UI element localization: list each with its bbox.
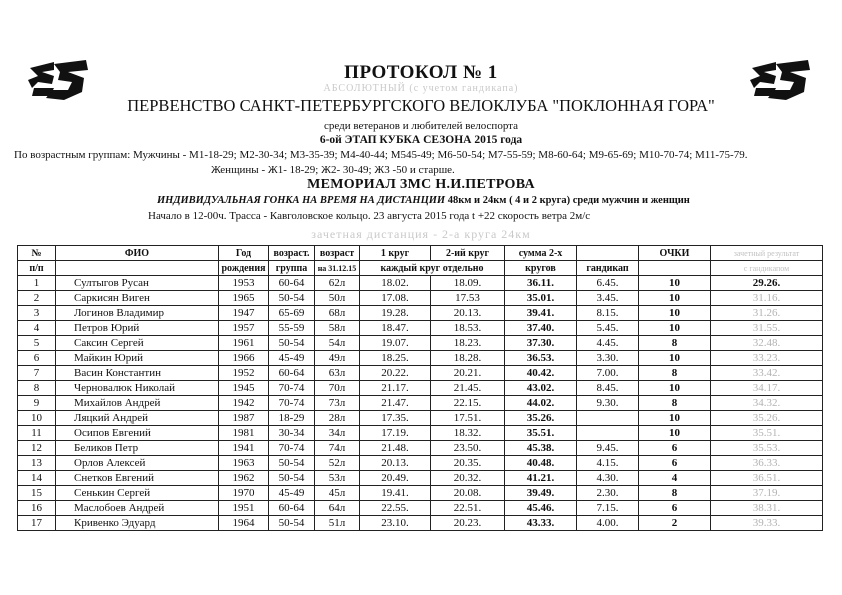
cell-result: 38.31. [711,501,823,516]
results-table [17,245,823,531]
cell-handicap: 8.45. [577,381,639,396]
cell-handicap: 8.15. [577,306,639,321]
cell-age: 68л [315,306,360,321]
cell-group: 60-64 [269,366,315,381]
cell-year: 1957 [219,321,269,336]
cell-group: 30-34 [269,426,315,441]
cell-name: Майкин Юрий [56,351,219,366]
cell-year: 1964 [219,516,269,531]
cell-result: 35.53. [711,441,823,456]
header-points: ОЧКИ [639,246,711,261]
cell-points: 10 [639,291,711,306]
cell-name: Осипов Евгений [56,426,219,441]
cell-result: 36.51. [711,471,823,486]
cell-lap2: 20.35. [431,456,505,471]
cell-year: 1953 [219,276,269,291]
cell-result: 29.26. [711,276,823,291]
header-age-2: на 31.12.15 [315,261,360,276]
cell-age: 58л [315,321,360,336]
cell-sum: 43.02. [505,381,577,396]
table-row [18,381,823,396]
cell-name: Маслобоев Андрей [56,501,219,516]
race-description [157,195,690,206]
cell-age: 64л [315,501,360,516]
header-name-2 [56,261,219,276]
race-type: ИНДИВИДУАЛЬНАЯ ГОНКА НА ВРЕМЯ НА ДИСТАНЦИИ [157,195,446,206]
cell-age: 74л [315,441,360,456]
cell-group: 50-54 [269,456,315,471]
cell-name: Петров Юрий [56,321,219,336]
cell-handicap: 4.45. [577,336,639,351]
header-handicap: гандикап [577,261,639,276]
table-row [18,411,823,426]
table-header-row-1 [18,246,823,261]
header-year-2: рождения [219,261,269,276]
cell-lap2: 20.08. [431,486,505,501]
cell-points: 10 [639,381,711,396]
memorial-title: МЕМОРИАЛ ЗМС Н.И.ПЕТРОВА [307,177,535,192]
header-lap2: 2-ий круг [431,246,505,261]
cell-num: 10 [18,411,56,426]
cell-lap1: 18.47. [360,321,431,336]
cell-sum: 40.42. [505,366,577,381]
cell-result: 34.32. [711,396,823,411]
cell-num: 6 [18,351,56,366]
cell-lap1: 19.28. [360,306,431,321]
cell-handicap: 3.45. [577,291,639,306]
cell-lap1: 20.49. [360,471,431,486]
header-num: № [18,246,56,261]
cell-name: Беликов Петр [56,441,219,456]
faint-subtitle: АБСОЛЮТНЫЙ (с учетом гандикапа) [323,83,519,94]
table-header-row-2 [18,261,823,276]
participants-subtitle: среди ветеранов и любителей велоспорта [323,120,518,132]
cell-age: 63л [315,366,360,381]
cell-age: 50л [315,291,360,306]
cell-lap2: 21.45. [431,381,505,396]
table-row [18,456,823,471]
cell-year: 1941 [219,441,269,456]
cell-year: 1962 [219,471,269,486]
header-sum: сумма 2-х [505,246,577,261]
cell-result: 37.19. [711,486,823,501]
header-year: Год [219,246,269,261]
header-sum-2: кругов [505,261,577,276]
cell-result: 31.55. [711,321,823,336]
cell-num: 3 [18,306,56,321]
cell-num: 14 [18,471,56,486]
cell-sum: 39.49. [505,486,577,501]
cell-handicap: 4.30. [577,471,639,486]
cell-handicap: 7.15. [577,501,639,516]
table-row [18,321,823,336]
cell-result: 33.42. [711,366,823,381]
cell-points: 6 [639,456,711,471]
header-age: возраст [315,246,360,261]
cell-points: 10 [639,351,711,366]
cell-age: 49л [315,351,360,366]
cell-name: Султыгов Русан [56,276,219,291]
cell-points: 6 [639,441,711,456]
cell-handicap [577,426,639,441]
cell-result: 31.16. [711,291,823,306]
cell-lap2: 20.32. [431,471,505,486]
start-info: Начало в 12-00ч. Трасса - Кавголовское кольцо. 23 августа 2015 года t +22 скорость ветра 2м/с [148,210,591,222]
cell-num: 15 [18,486,56,501]
cell-points: 8 [639,366,711,381]
cell-sum: 35.26. [505,411,577,426]
cell-lap2: 20.13. [431,306,505,321]
cell-year: 1965 [219,291,269,306]
header-result: зачетный результат [711,246,823,261]
cell-lap2: 18.28. [431,351,505,366]
cell-name: Васин Константин [56,366,219,381]
cell-lap1: 18.25. [360,351,431,366]
cell-age: 54л [315,336,360,351]
cell-result: 39.33. [711,516,823,531]
cell-group: 70-74 [269,381,315,396]
cell-age: 70л [315,381,360,396]
cell-result: 36.33. [711,456,823,471]
cell-sum: 43.33. [505,516,577,531]
cell-sum: 41.21. [505,471,577,486]
cell-age: 53л [315,471,360,486]
cell-lap2: 18.32. [431,426,505,441]
age-groups-men: По возрастным группам: Мужчины - М1-18-29; М2-30-34; М3-35-39; М4-40-44; М545-49; М6-50-54; М7-55-59; М8-60-64; М9-65-69; М10-70-74; М11-75-79. [14,149,748,161]
header-group-2: группа [269,261,315,276]
cell-lap1: 17.19. [360,426,431,441]
cell-result: 31.26. [711,306,823,321]
cell-age: 45л [315,486,360,501]
cell-age: 28л [315,411,360,426]
cell-num: 7 [18,366,56,381]
cell-lap2: 17.53 [431,291,505,306]
cell-handicap: 3.30. [577,351,639,366]
cell-num: 5 [18,336,56,351]
cell-lap1: 19.07. [360,336,431,351]
cell-sum: 40.48. [505,456,577,471]
cell-sum: 39.41. [505,306,577,321]
cell-handicap [577,411,639,426]
table-row [18,276,823,291]
cell-name: Орлов Алексей [56,456,219,471]
cell-lap1: 21.47. [360,396,431,411]
table-row [18,441,823,456]
cell-points: 8 [639,486,711,501]
scoring-distance-note: зачетная дистанция - 2-а круга 24км [311,227,531,241]
cell-group: 45-49 [269,486,315,501]
cell-name: Саксин Сергей [56,336,219,351]
cell-year: 1981 [219,426,269,441]
organization-title: ПЕРВЕНСТВО САНКТ-ПЕТЕРБУРГСКОГО ВЕЛОКЛУБА "ПОКЛОННАЯ ГОРА" [127,96,715,115]
document-title: ПРОТОКОЛ № 1 [344,62,498,83]
cell-lap1: 17.08. [360,291,431,306]
cell-lap1: 22.55. [360,501,431,516]
cell-points: 10 [639,426,711,441]
cell-year: 1947 [219,306,269,321]
header-handicap-top [577,246,639,261]
cell-handicap: 6.45. [577,276,639,291]
cell-lap2: 22.51. [431,501,505,516]
header-name: ФИО [56,246,219,261]
cell-num: 13 [18,456,56,471]
cell-points: 6 [639,501,711,516]
cell-group: 65-69 [269,306,315,321]
cell-group: 55-59 [269,321,315,336]
cell-name: Снетков Евгений [56,471,219,486]
cell-lap1: 19.41. [360,486,431,501]
cell-lap2: 20.21. [431,366,505,381]
cell-group: 50-54 [269,291,315,306]
cell-group: 70-74 [269,396,315,411]
stage-title: 6-ой ЭТАП КУБКА СЕЗОНА 2015 года [319,134,523,146]
cell-handicap: 9.30. [577,396,639,411]
race-participants: среди мужчин и женщин [572,195,690,206]
cell-group: 18-29 [269,411,315,426]
cell-handicap: 4.15. [577,456,639,471]
cell-handicap: 7.00. [577,366,639,381]
cell-result: 33.23. [711,351,823,366]
table-row [18,501,823,516]
header-lap1: 1 круг [360,246,431,261]
cell-name: Сенькин Сергей [56,486,219,501]
cell-handicap: 9.45. [577,441,639,456]
table-row [18,486,823,501]
cell-year: 1945 [219,381,269,396]
cell-group: 50-54 [269,336,315,351]
cell-name: Кривенко Эдуард [56,516,219,531]
cell-points: 10 [639,321,711,336]
table-row [18,306,823,321]
cell-name: Саркисян Виген [56,291,219,306]
cell-handicap: 4.00. [577,516,639,531]
cell-points: 10 [639,306,711,321]
age-groups-women: Женщины - Ж1- 18-29; Ж2- 30-49; Ж3 -50 и старше. [211,164,455,176]
table-row [18,396,823,411]
cell-group: 50-54 [269,516,315,531]
cell-year: 1966 [219,351,269,366]
cell-age: 51л [315,516,360,531]
cell-year: 1963 [219,456,269,471]
cell-lap2: 22.15. [431,396,505,411]
cell-lap1: 17.35. [360,411,431,426]
cell-num: 2 [18,291,56,306]
cell-sum: 45.46. [505,501,577,516]
cell-age: 52л [315,456,360,471]
cell-sum: 35.51. [505,426,577,441]
cell-lap1: 23.10. [360,516,431,531]
cell-handicap: 2.30. [577,486,639,501]
cell-lap2: 17.51. [431,411,505,426]
cell-year: 1952 [219,366,269,381]
header-points-2 [639,261,711,276]
cell-result: 32.48. [711,336,823,351]
cell-name: Логинов Владимир [56,306,219,321]
table-row [18,291,823,306]
table-row [18,426,823,441]
cell-group: 50-54 [269,471,315,486]
cell-points: 2 [639,516,711,531]
cell-sum: 35.01. [505,291,577,306]
cell-sum: 36.11. [505,276,577,291]
cell-num: 4 [18,321,56,336]
cell-points: 10 [639,276,711,291]
cell-lap1: 20.13. [360,456,431,471]
cell-age: 34л [315,426,360,441]
cell-group: 45-49 [269,351,315,366]
cell-lap1: 21.48. [360,441,431,456]
cell-points: 4 [639,471,711,486]
race-distance: 48км и 24км ( 4 и 2 круга) [447,195,571,206]
table-row [18,471,823,486]
cell-sum: 44.02. [505,396,577,411]
cell-result: 34.17. [711,381,823,396]
cell-points: 8 [639,336,711,351]
cell-lap2: 20.23. [431,516,505,531]
cell-result: 35.26. [711,411,823,426]
header-laps-note: каждый круг отдельно [360,261,505,276]
cell-lap2: 18.09. [431,276,505,291]
cell-year: 1987 [219,411,269,426]
cell-sum: 37.40. [505,321,577,336]
cell-age: 62л [315,276,360,291]
cell-year: 1951 [219,501,269,516]
cell-num: 1 [18,276,56,291]
cell-year: 1961 [219,336,269,351]
cell-points: 8 [639,396,711,411]
cell-num: 8 [18,381,56,396]
cell-handicap: 5.45. [577,321,639,336]
cell-lap1: 18.02. [360,276,431,291]
cell-num: 17 [18,516,56,531]
table-row [18,366,823,381]
cell-lap1: 21.17. [360,381,431,396]
cell-num: 12 [18,441,56,456]
cell-lap2: 18.23. [431,336,505,351]
header-group: возраст. [269,246,315,261]
cell-lap2: 23.50. [431,441,505,456]
cell-sum: 36.53. [505,351,577,366]
cell-sum: 37.30. [505,336,577,351]
cell-lap1: 20.22. [360,366,431,381]
header-num-2: п/п [18,261,56,276]
cell-year: 1942 [219,396,269,411]
table-row [18,351,823,366]
cell-year: 1970 [219,486,269,501]
cell-age: 73л [315,396,360,411]
cell-num: 11 [18,426,56,441]
cell-sum: 45.38. [505,441,577,456]
cell-result: 35.51. [711,426,823,441]
cell-name: Черновалюк Николай [56,381,219,396]
cell-num: 16 [18,501,56,516]
cell-group: 60-64 [269,501,315,516]
cell-name: Ляцкий Андрей [56,411,219,426]
header-result-2: с гандикапом [711,261,823,276]
cell-num: 9 [18,396,56,411]
cell-lap2: 18.53. [431,321,505,336]
cell-name: Михайлов Андрей [56,396,219,411]
cell-points: 10 [639,411,711,426]
table-row [18,336,823,351]
table-row [18,516,823,531]
cell-group: 60-64 [269,276,315,291]
cell-group: 70-74 [269,441,315,456]
